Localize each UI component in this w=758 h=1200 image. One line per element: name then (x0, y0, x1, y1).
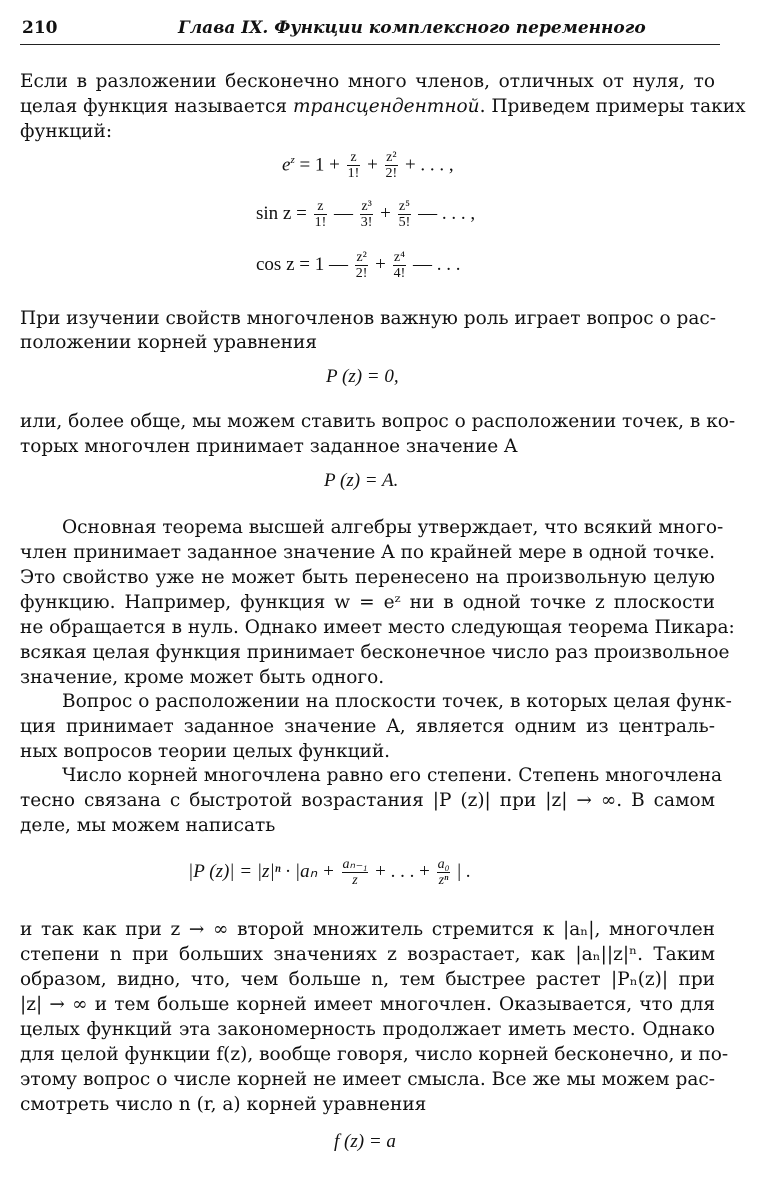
formula-exp (282, 148, 454, 181)
text-line: для целой функции f(z), вообще говоря, число корней бесконечно, и по- (20, 1044, 729, 1065)
numerator: z⁴ (393, 250, 406, 265)
text-line: целых функций эта закономерность продолжает иметь место. Однако (20, 1019, 715, 1040)
term-transcendental: трансцендентной (292, 96, 480, 117)
text-line: |z| → ∞ и тем больше корней имеет многочлен. Оказывается, что для (20, 994, 715, 1015)
text-span: . Приведем примеры таких (479, 96, 746, 117)
formula-part: — . . . (413, 253, 461, 275)
text-line: Это свойство уже не может быть перенесено на произвольную целую (20, 567, 715, 588)
fraction (437, 857, 451, 888)
equation-p-zero (326, 365, 399, 389)
text-line (20, 95, 746, 119)
fraction (355, 250, 369, 281)
equation-f-a (334, 1130, 396, 1154)
text-line: Если в разложении бесконечно много членов, отличных от нуля, то (20, 71, 715, 92)
text-line: тесно связана с быстротой возрастания |P (z)| при |z| → ∞. В самом (20, 790, 715, 811)
header-rule (20, 44, 720, 45)
formula-part: + . . . + (375, 860, 430, 882)
equation-abs-value (188, 857, 471, 888)
fraction (342, 857, 369, 888)
text-line: всякая целая функция принимает бесконечное число раз произвольное (20, 642, 730, 663)
text-line: функцию. Например, функция w = eᶻ ни в одной точке z плоскости (20, 592, 715, 613)
denominator: 1! (347, 166, 360, 182)
denominator: 4! (393, 266, 406, 281)
denominator: z (352, 873, 358, 888)
text-line: ных вопросов теории целых функций. (20, 741, 391, 762)
fraction (347, 150, 361, 181)
numerator: a₀ (437, 857, 450, 872)
text-line: Основная теорема высшей алгебры утверждает, что всякий много- (62, 517, 724, 538)
numerator: z⁵ (398, 199, 411, 214)
formula-part: sin z = (256, 202, 307, 224)
equation-p-a (324, 469, 398, 493)
denominator: 1! (314, 215, 327, 230)
fraction (393, 250, 407, 281)
text-line: степени n при больших значениях z возрастает, как |aₙ||z|ⁿ. Таким (20, 944, 715, 965)
text-line: функций: (20, 121, 113, 142)
denominator: 2! (385, 166, 398, 182)
running-title: Глава IX. Функции комплексного переменного (178, 18, 646, 38)
formula-part: = 1 + (299, 154, 340, 176)
fraction (314, 199, 328, 230)
formula-part: P (z) = A. (324, 470, 399, 491)
formula-part: + . . . , (404, 154, 454, 176)
formula-part: + (375, 253, 386, 275)
book-page (20, 0, 746, 1200)
text-line: значение, кроме может быть одного. (20, 667, 385, 688)
text-span: целая функция называется (20, 96, 293, 117)
text-line: и так как при z → ∞ второй множитель стремится к |aₙ|, многочлен (20, 919, 715, 940)
text-line: Число корней многочлена равно его степени. Степень многочлена (62, 765, 723, 786)
text-line: или, более обще, мы можем ставить вопрос о расположении точек, в ко- (20, 411, 736, 432)
text-line: член принимает заданное значение A по крайней мере в одной точке. (20, 542, 715, 563)
formula-part: |P (z)| = |z|ⁿ · |aₙ + (188, 860, 335, 882)
text-line: При изучении свойств многочленов важную роль играет вопрос о рас- (20, 308, 716, 329)
text-line: торых многочлен принимает заданное значение A (20, 436, 518, 457)
formula-part: + (367, 154, 378, 176)
formula-part: P (z) = 0, (326, 366, 399, 387)
fraction (360, 199, 374, 230)
numerator: z² (356, 250, 367, 265)
formula-symbol: z (290, 154, 295, 166)
denominator: 3! (360, 215, 373, 230)
denominator: 2! (355, 266, 368, 281)
fraction (398, 199, 412, 230)
text-line: положении корней уравнения (20, 332, 318, 353)
text-line: Вопрос о расположении на плоскости точек, в которых целая функ- (62, 691, 732, 712)
numerator: z³ (361, 199, 372, 214)
fraction (385, 150, 399, 181)
text-line: ция принимает заданное значение A, является одним из централь- (20, 716, 715, 737)
formula-part: — . . . , (418, 202, 476, 224)
numerator: aₙ₋₁ (342, 857, 368, 872)
formula-sin (256, 199, 475, 230)
numerator: z (314, 199, 328, 215)
denominator: 5! (398, 215, 411, 230)
formula-part: cos z = 1 — (256, 253, 348, 275)
formula-cos (256, 250, 461, 281)
text-line: этому вопрос о числе корней не имеет смысла. Все же мы можем рас- (20, 1069, 715, 1090)
formula-part: — (334, 202, 353, 224)
page-number: 210 (22, 18, 58, 38)
numerator: z (347, 150, 361, 166)
formula-part: + (380, 202, 391, 224)
formula-symbol: e (282, 154, 291, 176)
text-line: не обращается в нуль. Однако имеет место следующая теорема Пикара: (20, 617, 735, 638)
formula-part: f (z) = a (334, 1131, 396, 1152)
page-header (20, 18, 720, 44)
text-line: образом, видно, что, чем больше n, тем быстрее растет |Pₙ(z)| при (20, 969, 715, 990)
formula-part: | . (457, 860, 471, 882)
text-line: смотреть число n (r, a) корней уравнения (20, 1094, 427, 1115)
text-line: деле, мы можем написать (20, 815, 276, 836)
numerator: z² (386, 150, 397, 166)
denominator: zⁿ (438, 873, 449, 888)
